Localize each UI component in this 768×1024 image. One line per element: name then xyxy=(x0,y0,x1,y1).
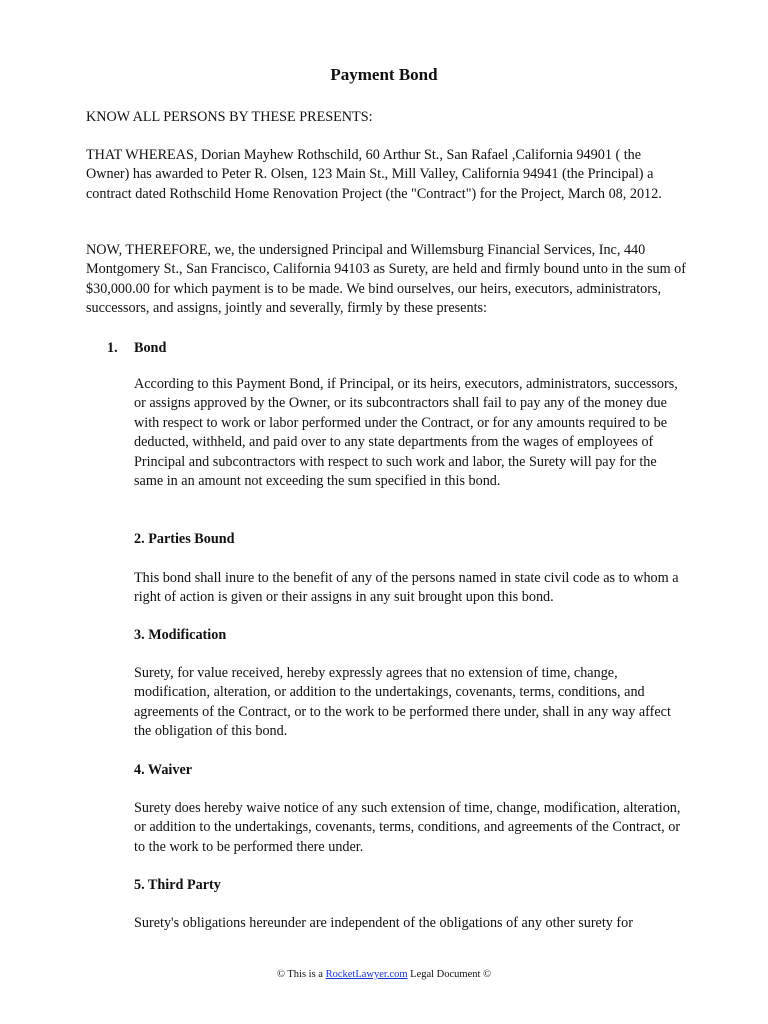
therefore-paragraph: NOW, THEREFORE, we, the undersigned Principal and Willemsburg Financial Services, Inc, 440 Montgomery St., San Francisco, California 94103 as Surety, are held and firmly bound unto in the sum of $30,000.00 for which payment is to be made. We bind ourselves, our heirs, executors, administrators, successors, and assigns, jointly and severally, firmly by these presents: xyxy=(86,242,686,317)
intro-paragraph: KNOW ALL PERSONS BY THESE PRESENTS: xyxy=(86,109,373,125)
section-3-body: Surety, for value received, hereby expressly agrees that no extension of time, change, modification, alteration, or addition to the undertakings, covenants, terms, conditions, and agreements of the Contract, or to the work to be performed there under, shall in any way affect the obligation of this bond. xyxy=(134,665,671,740)
footer-prefix: © This is a xyxy=(276,969,326,980)
section-1-title: Bond xyxy=(134,340,167,356)
document-title: Payment Bond xyxy=(330,65,438,84)
section-5-body: Surety's obligations hereunder are independent of the obligations of any other surety for xyxy=(134,915,633,931)
section-1-number: 1. xyxy=(107,340,118,356)
section-5-heading: 5. Third Party xyxy=(134,877,221,893)
section-1-heading xyxy=(107,338,166,358)
page-footer xyxy=(0,968,768,982)
section-4-heading: 4. Waiver xyxy=(134,762,193,778)
section-2-heading: 2. Parties Bound xyxy=(134,531,235,547)
section-4-body: Surety does hereby waive notice of any such extension of time, change, modification, alteration, or addition to the undertakings, covenants, terms, conditions, and agreements of the Contract, or to the work to be performed there under. xyxy=(134,800,681,855)
section-1-body: According to this Payment Bond, if Principal, or its heirs, executors, administrators, successors, or assigns approved by the Owner, or its subcontractors shall fail to pay any of the money due with respect to work or labor performed under the Contract, or for any amounts required to be deducted, withheld, and paid over to any state departments from the wages of employees of Principal and subcontractors with respect to such work and labor, the Surety will pay for the same in an amount not exceeding the sum specified in this bond. xyxy=(134,376,678,490)
whereas-paragraph: THAT WHEREAS, Dorian Mayhew Rothschild, 60 Arthur St., San Rafael ,California 94901 ( the Owner) has awarded to Peter R. Olsen, 123 Main St., Mill Valley, California 94941 (the Principal) a contract dated Rothschild Home Renovation Project (the "Contract") for the Project, March 08, 2012. xyxy=(86,147,662,202)
footer-suffix: Legal Document © xyxy=(407,969,492,980)
section-2-body: This bond shall inure to the benefit of any of the persons named in state civil code as to whom a right of action is given or their assigns in any suit brought upon this bond. xyxy=(134,570,679,606)
section-3-heading: 3. Modification xyxy=(134,627,227,643)
rocketlawyer-link[interactable]: RocketLawyer.com xyxy=(325,969,408,980)
